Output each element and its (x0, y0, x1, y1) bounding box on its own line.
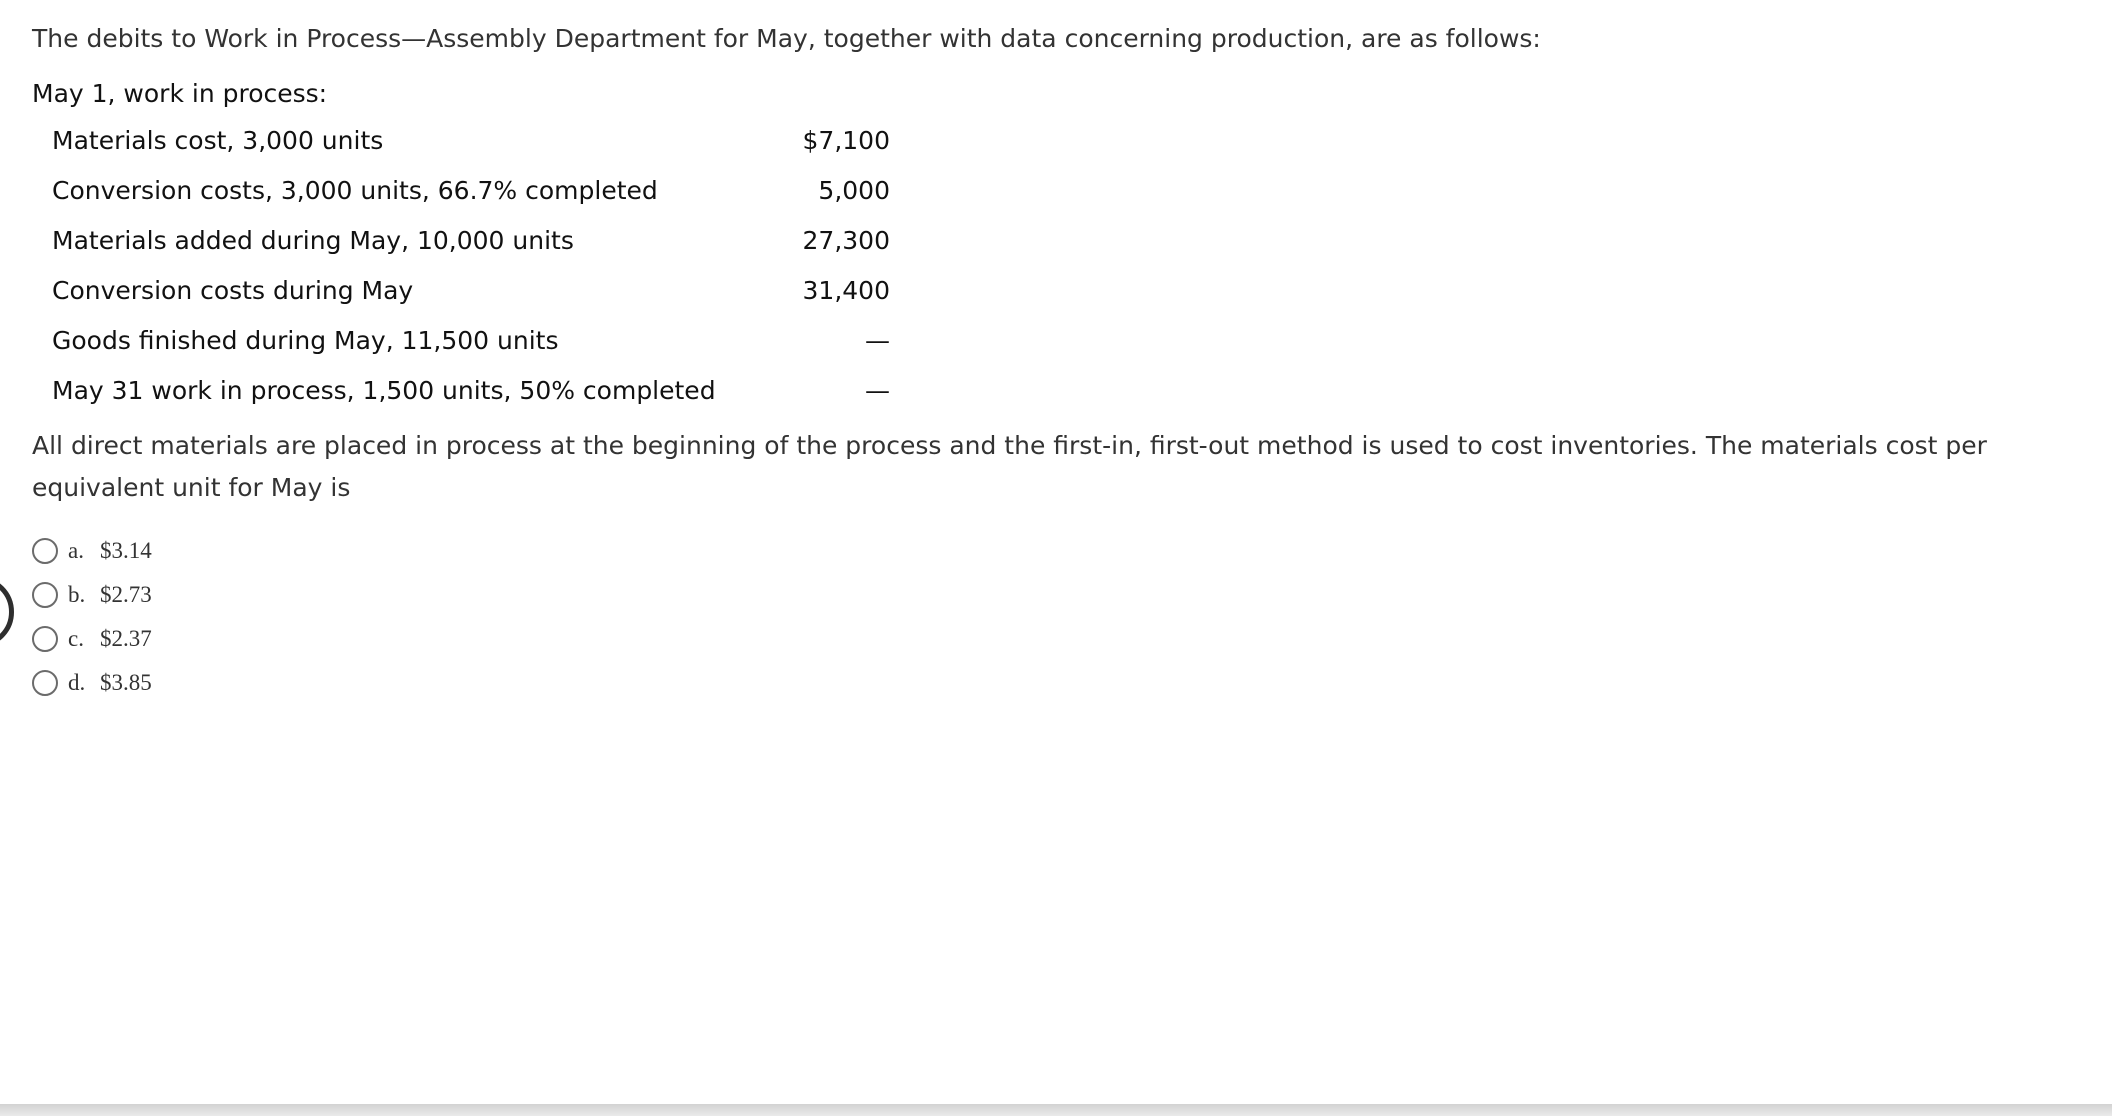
row-label: May 31 work in process, 1,500 units, 50% completed (52, 375, 716, 405)
row-label: Materials cost, 3,000 units (52, 125, 384, 155)
radio-button[interactable] (32, 670, 58, 696)
option-d[interactable] (32, 661, 152, 705)
row-amount: 31,400 (802, 275, 890, 305)
table-row (52, 115, 890, 165)
radio-button[interactable] (32, 582, 58, 608)
cost-data-table (52, 115, 890, 415)
row-label: Goods finished during May, 11,500 units (52, 325, 559, 355)
row-label: Conversion costs, 3,000 units, 66.7% completed (52, 175, 658, 205)
option-value: $3.14 (100, 538, 152, 563)
option-b[interactable] (32, 573, 152, 617)
option-letter: d. (68, 670, 86, 695)
option-c[interactable] (32, 617, 152, 661)
radio-button[interactable] (32, 626, 58, 652)
option-a[interactable] (32, 529, 152, 573)
option-letter: c. (68, 626, 84, 651)
option-letter: b. (68, 582, 86, 607)
row-amount: — (865, 375, 890, 405)
row-amount: 27,300 (802, 225, 890, 255)
window-bottom-edge (0, 1104, 2112, 1116)
question-prompt: All direct materials are placed in process at the beginning of the process and the first-in, first-out method is used to cost inventories. The materials cost per equivalent unit for May is (32, 431, 1987, 502)
question-intro: The debits to Work in Process—Assembly Department for May, together with data concerning production, are as follows: (32, 24, 1541, 53)
option-letter: a. (68, 538, 84, 563)
option-value: $2.73 (100, 582, 152, 607)
row-amount: 5,000 (818, 175, 890, 205)
table-row (52, 365, 890, 415)
section-label: May 1, work in process: (32, 79, 328, 108)
cursor-ring-indicator (0, 576, 14, 648)
row-label: Conversion costs during May (52, 275, 414, 305)
table-row (52, 215, 890, 265)
answer-options (32, 529, 152, 705)
option-value: $3.85 (100, 670, 152, 695)
row-label: Materials added during May, 10,000 units (52, 225, 574, 255)
radio-button[interactable] (32, 538, 58, 564)
row-amount: $7,100 (802, 125, 890, 155)
table-row (52, 315, 890, 365)
row-amount: — (865, 325, 890, 355)
option-value: $2.37 (100, 626, 152, 651)
table-row (52, 265, 890, 315)
table-row (52, 165, 890, 215)
